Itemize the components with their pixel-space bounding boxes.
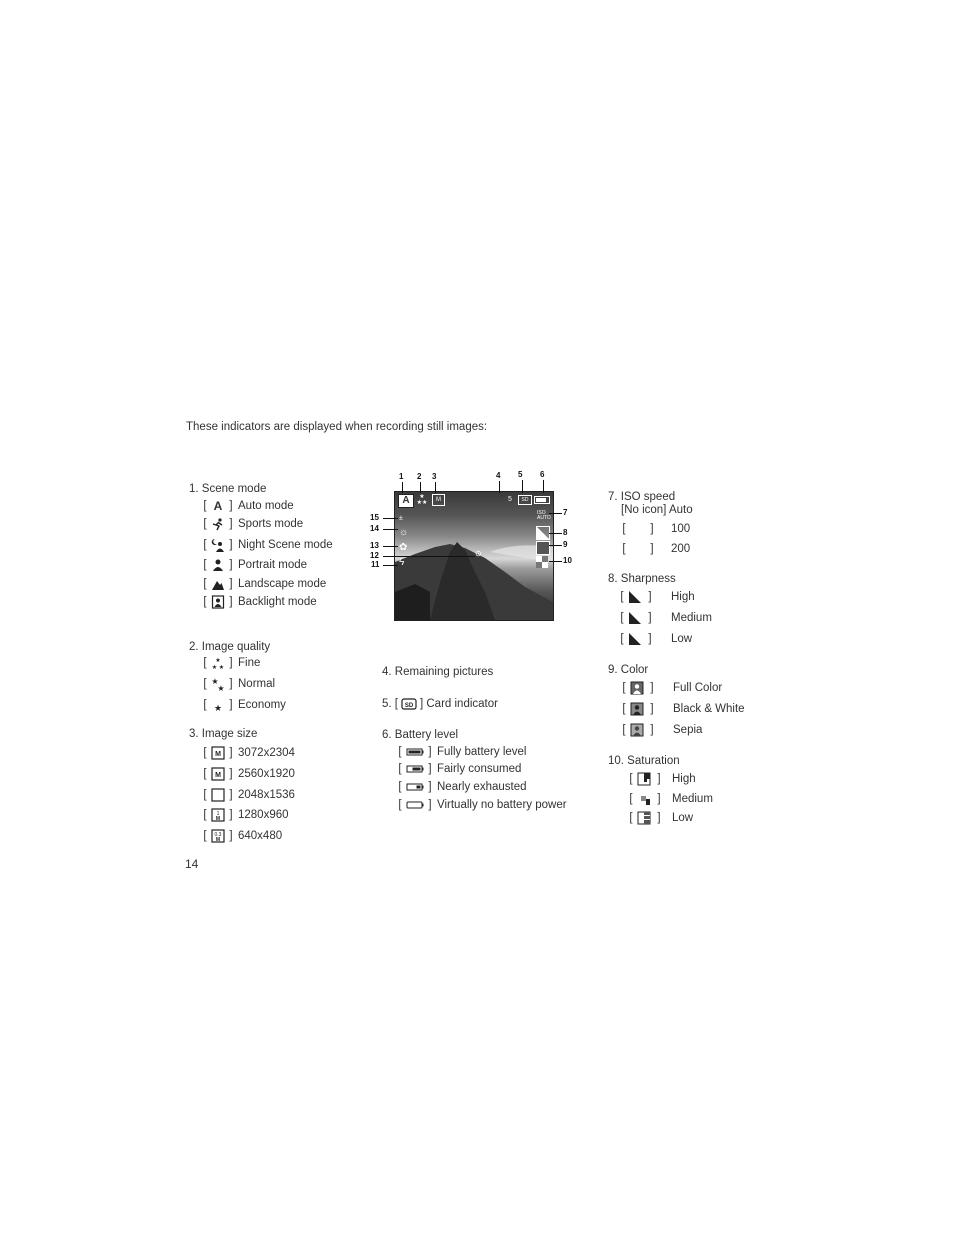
list-item: [ ] Medium — [620, 612, 712, 624]
callout-10: 10 — [563, 556, 572, 565]
iso-icon: ISO AUTO — [537, 510, 551, 521]
callout-2: 2 — [417, 472, 422, 481]
list-item: [ ] 200 — [622, 543, 691, 555]
sharpness-medium-icon — [628, 611, 644, 625]
list-item: [ ] Backlight mode — [203, 596, 317, 608]
list-item: [ ] High — [629, 773, 696, 785]
leader-line — [383, 546, 398, 547]
iso-100-icon — [630, 522, 646, 536]
flash-icon: ϟ — [399, 557, 405, 568]
sharpness-icon — [536, 526, 550, 540]
saturation-title: 10. Saturation — [608, 755, 680, 767]
svg-text:★: ★ — [211, 665, 218, 670]
fine-quality-icon — [211, 656, 225, 670]
saturation-medium-icon — [637, 792, 653, 806]
scene-mode-title: 1. Scene mode — [189, 483, 267, 495]
saturation-high-icon — [637, 772, 653, 786]
svg-text:★: ★ — [218, 665, 225, 670]
size-vga-icon — [211, 829, 225, 843]
fine-quality-icon: ★ ★★ — [416, 494, 428, 506]
battery-fair-icon — [406, 762, 424, 776]
list-item: [ ] 100 — [622, 523, 691, 535]
callout-4: 4 — [496, 471, 501, 480]
svg-text:M: M — [215, 816, 221, 822]
list-item: [ A ] Auto mode — [203, 499, 294, 513]
iso-200-icon — [630, 542, 646, 556]
image-size-title: 3. Image size — [189, 728, 258, 740]
list-item: [ 0.3 M ] 640x480 — [203, 830, 283, 843]
list-item: [ ] Nearly exhausted — [398, 781, 527, 793]
callout-5: 5 — [518, 470, 523, 479]
size-7m-icon: M — [432, 494, 445, 506]
leader-line — [499, 481, 500, 493]
leader-line — [549, 561, 562, 562]
full-color-icon — [536, 541, 550, 555]
white-balance-icon: ☼ — [399, 527, 409, 538]
list-item: [ ] Night Scene mode — [203, 539, 333, 551]
list-item: [ ] Portrait mode — [203, 559, 308, 571]
list-item: [ ] Fairly consumed — [398, 763, 522, 775]
page-number: 14 — [185, 857, 199, 871]
list-item: [ ★ ★ ] Normal — [203, 677, 276, 691]
ev-compensation-icon: ± — [399, 515, 403, 522]
leader-line — [435, 482, 436, 493]
size-7m-icon — [211, 746, 225, 760]
list-item: [ ] Full Color — [622, 682, 723, 694]
callout-14: 14 — [370, 524, 379, 533]
intro-text: These indicators are displayed when recording still images: — [186, 421, 488, 433]
list-item: [ ] 2048x1536 — [203, 789, 295, 801]
backlight-icon — [211, 595, 225, 609]
callout-12: 12 — [370, 551, 379, 560]
callout-6: 6 — [540, 470, 545, 479]
callout-13: 13 — [370, 541, 379, 550]
leader-line — [420, 482, 421, 493]
leader-line — [383, 518, 398, 519]
iso-speed-title: 7. ISO speed — [608, 491, 676, 503]
list-item: [No icon] Auto — [621, 504, 693, 516]
list-item: [ ] Low — [620, 633, 693, 645]
sharpness-low-icon — [628, 632, 644, 646]
svg-text:★: ★ — [213, 703, 223, 712]
leader-line — [383, 556, 475, 557]
black-white-icon — [630, 702, 646, 716]
leader-line — [383, 565, 398, 566]
list-item: [ ] Low — [629, 812, 694, 824]
svg-text:★: ★ — [215, 658, 221, 664]
svg-text:1: 1 — [216, 811, 220, 817]
callout-15: 15 — [370, 513, 379, 522]
list-item: [ M ] 2560x1920 — [203, 768, 295, 780]
sports-mode-icon — [211, 517, 225, 531]
battery-level-title: 6. Battery level — [382, 729, 459, 741]
leader-line — [383, 529, 398, 530]
list-item: [ M ] 3072x2304 — [203, 747, 295, 759]
callout-9: 9 — [563, 540, 568, 549]
svg-text:M: M — [215, 751, 221, 758]
callout-1: 1 — [399, 472, 404, 481]
leader-line — [549, 545, 562, 546]
sharpness-high-icon — [628, 590, 644, 604]
size-1m-icon — [211, 808, 225, 822]
self-timer-icon: ⊙ — [475, 549, 482, 558]
night-scene-icon — [211, 538, 225, 552]
economy-quality-icon — [211, 698, 225, 712]
sd-card-icon: SD — [518, 495, 532, 505]
saturation-low-icon — [637, 811, 653, 825]
card-indicator-item: 5. [ SD ] Card indicator — [382, 698, 498, 710]
leader-line — [549, 533, 562, 534]
svg-text:M: M — [215, 772, 221, 779]
svg-text:★: ★ — [211, 677, 219, 686]
callout-8: 8 — [563, 528, 568, 537]
svg-text:★: ★ — [217, 684, 225, 691]
full-color-icon — [630, 681, 646, 695]
macro-icon: ✿ — [399, 542, 408, 553]
leader-line — [402, 482, 403, 493]
callout-11: 11 — [371, 560, 380, 569]
sharpness-title: 8. Sharpness — [608, 573, 676, 585]
auto-mode-icon: A — [213, 499, 223, 513]
svg-text:SD: SD — [404, 703, 414, 709]
battery-full-icon — [406, 745, 424, 759]
svg-text:0.3: 0.3 — [214, 832, 222, 838]
sd-card-icon — [401, 697, 417, 711]
leader-line — [549, 513, 562, 514]
list-item: [ 1 M ] 1280x960 — [203, 809, 289, 822]
color-title: 9. Color — [608, 664, 649, 676]
list-item: [ ] Fully battery level — [398, 746, 527, 758]
list-item: [ ] Medium — [629, 793, 713, 805]
remaining-count: 5 — [508, 496, 512, 503]
list-item: [ ] Sepia — [622, 724, 703, 736]
normal-quality-icon — [211, 677, 225, 691]
battery-low-icon — [406, 780, 424, 794]
image-quality-title: 2. Image quality — [189, 641, 271, 653]
list-item: [ ] Black & White — [622, 703, 745, 715]
list-item: [ ] Virtually no battery power — [398, 799, 567, 811]
list-item: [ ] Sports mode — [203, 518, 304, 530]
battery-empty-icon — [406, 798, 424, 812]
svg-text:M: M — [215, 837, 221, 843]
callout-7: 7 — [563, 508, 568, 517]
saturation-icon — [536, 556, 548, 568]
list-item: [ ★ ★ ★ ] Fine — [203, 657, 261, 670]
size-5m-icon — [211, 767, 225, 781]
auto-mode-icon: A — [398, 494, 414, 508]
list-item: [ ] Landscape mode — [203, 578, 327, 590]
landscape-icon — [211, 577, 225, 591]
sepia-icon — [630, 723, 646, 737]
leader-line — [522, 480, 523, 493]
leader-line — [543, 480, 544, 493]
battery-full-icon — [534, 496, 550, 504]
remaining-pictures-title: 4. Remaining pictures — [382, 666, 494, 678]
size-3m-icon — [211, 788, 225, 802]
list-item: [ ★ ] Economy — [203, 699, 286, 712]
portrait-icon — [211, 558, 225, 572]
callout-3: 3 — [432, 472, 437, 481]
list-item: [ ] High — [620, 591, 695, 603]
